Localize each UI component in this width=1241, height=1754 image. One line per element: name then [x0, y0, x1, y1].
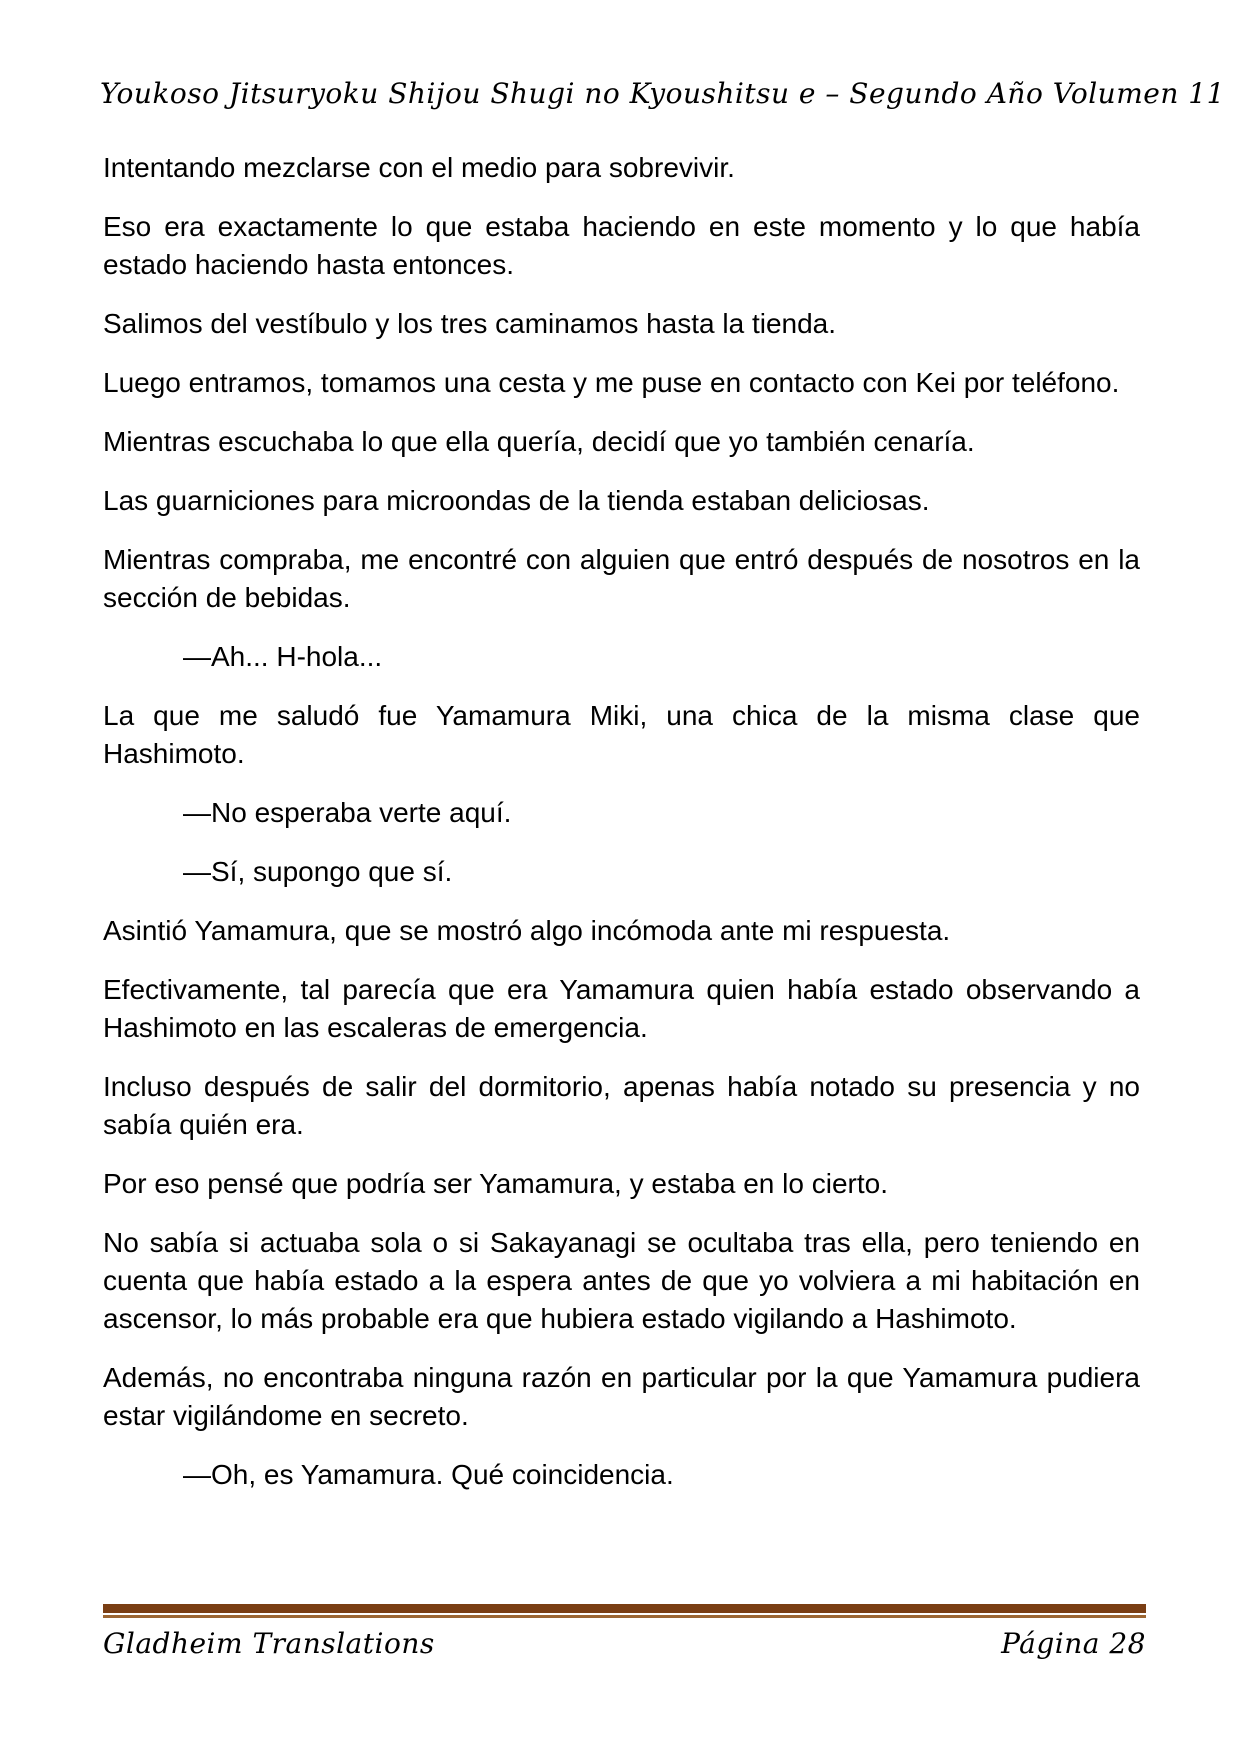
paragraph: Eso era exactamente lo que estaba haciendo en este momento y lo que había estado haciendo hasta entonces. — [103, 211, 1140, 280]
paragraph: —Oh, es Yamamura. Qué coincidencia. — [183, 1459, 674, 1490]
paragraph: Mientras escuchaba lo que ella quería, decidí que yo también cenaría. — [103, 426, 975, 457]
paragraph: Por eso pensé que podría ser Yamamura, y estaba en lo cierto. — [103, 1168, 888, 1199]
footer-separator-thin — [103, 1615, 1146, 1618]
footer-text-row — [103, 1627, 1146, 1661]
paragraph: —No esperaba verte aquí. — [183, 797, 512, 828]
paragraph: Salimos del vestíbulo y los tres caminamos hasta la tienda. — [103, 308, 837, 339]
paragraph: No sabía si actuaba sola o si Sakayanagi se ocultaba tras ella, pero teniendo en cuenta que había estado a la espera antes de que yo volviera a mi habitación en ascensor, lo más probable era que hubiera estado vigilando a Hashimoto. — [103, 1227, 1140, 1334]
page-footer — [103, 1604, 1146, 1661]
paragraph: Asintió Yamamura, que se mostró algo incómoda ante mi respuesta. — [103, 915, 951, 946]
paragraph: —Ah... H-hola... — [183, 641, 383, 672]
paragraph: Efectivamente, tal parecía que era Yamamura quien había estado observando a Hashimoto en las escaleras de emergencia. — [103, 974, 1140, 1043]
header-title: Youkoso Jitsuryoku Shijou Shugi no Kyoushitsu e – Segundo Año Volumen 11 — [100, 77, 1225, 110]
paragraph: Las guarniciones para microondas de la tienda estaban deliciosas. — [103, 485, 930, 516]
paragraph: Intentando mezclarse con el medio para sobrevivir. — [103, 152, 735, 183]
page-body — [103, 149, 1140, 1515]
paragraph: La que me saludó fue Yamamura Miki, una chica de la misma clase que Hashimoto. — [103, 700, 1140, 769]
footer-translator: Gladheim Translations — [103, 1627, 435, 1660]
paragraph: Mientras compraba, me encontré con alguien que entró después de nosotros en la sección de bebidas. — [103, 544, 1140, 613]
paragraph: Luego entramos, tomamos una cesta y me puse en contacto con Kei por teléfono. — [103, 367, 1120, 398]
footer-separator-thick — [103, 1604, 1146, 1613]
paragraph: Además, no encontraba ninguna razón en particular por la que Yamamura pudiera estar vigilándome en secreto. — [103, 1362, 1140, 1431]
page-header — [100, 77, 1225, 110]
footer-page-number: Página 28 — [1001, 1627, 1146, 1660]
paragraph: Incluso después de salir del dormitorio, apenas había notado su presencia y no sabía quién era. — [103, 1071, 1140, 1140]
paragraph: —Sí, supongo que sí. — [183, 856, 453, 887]
